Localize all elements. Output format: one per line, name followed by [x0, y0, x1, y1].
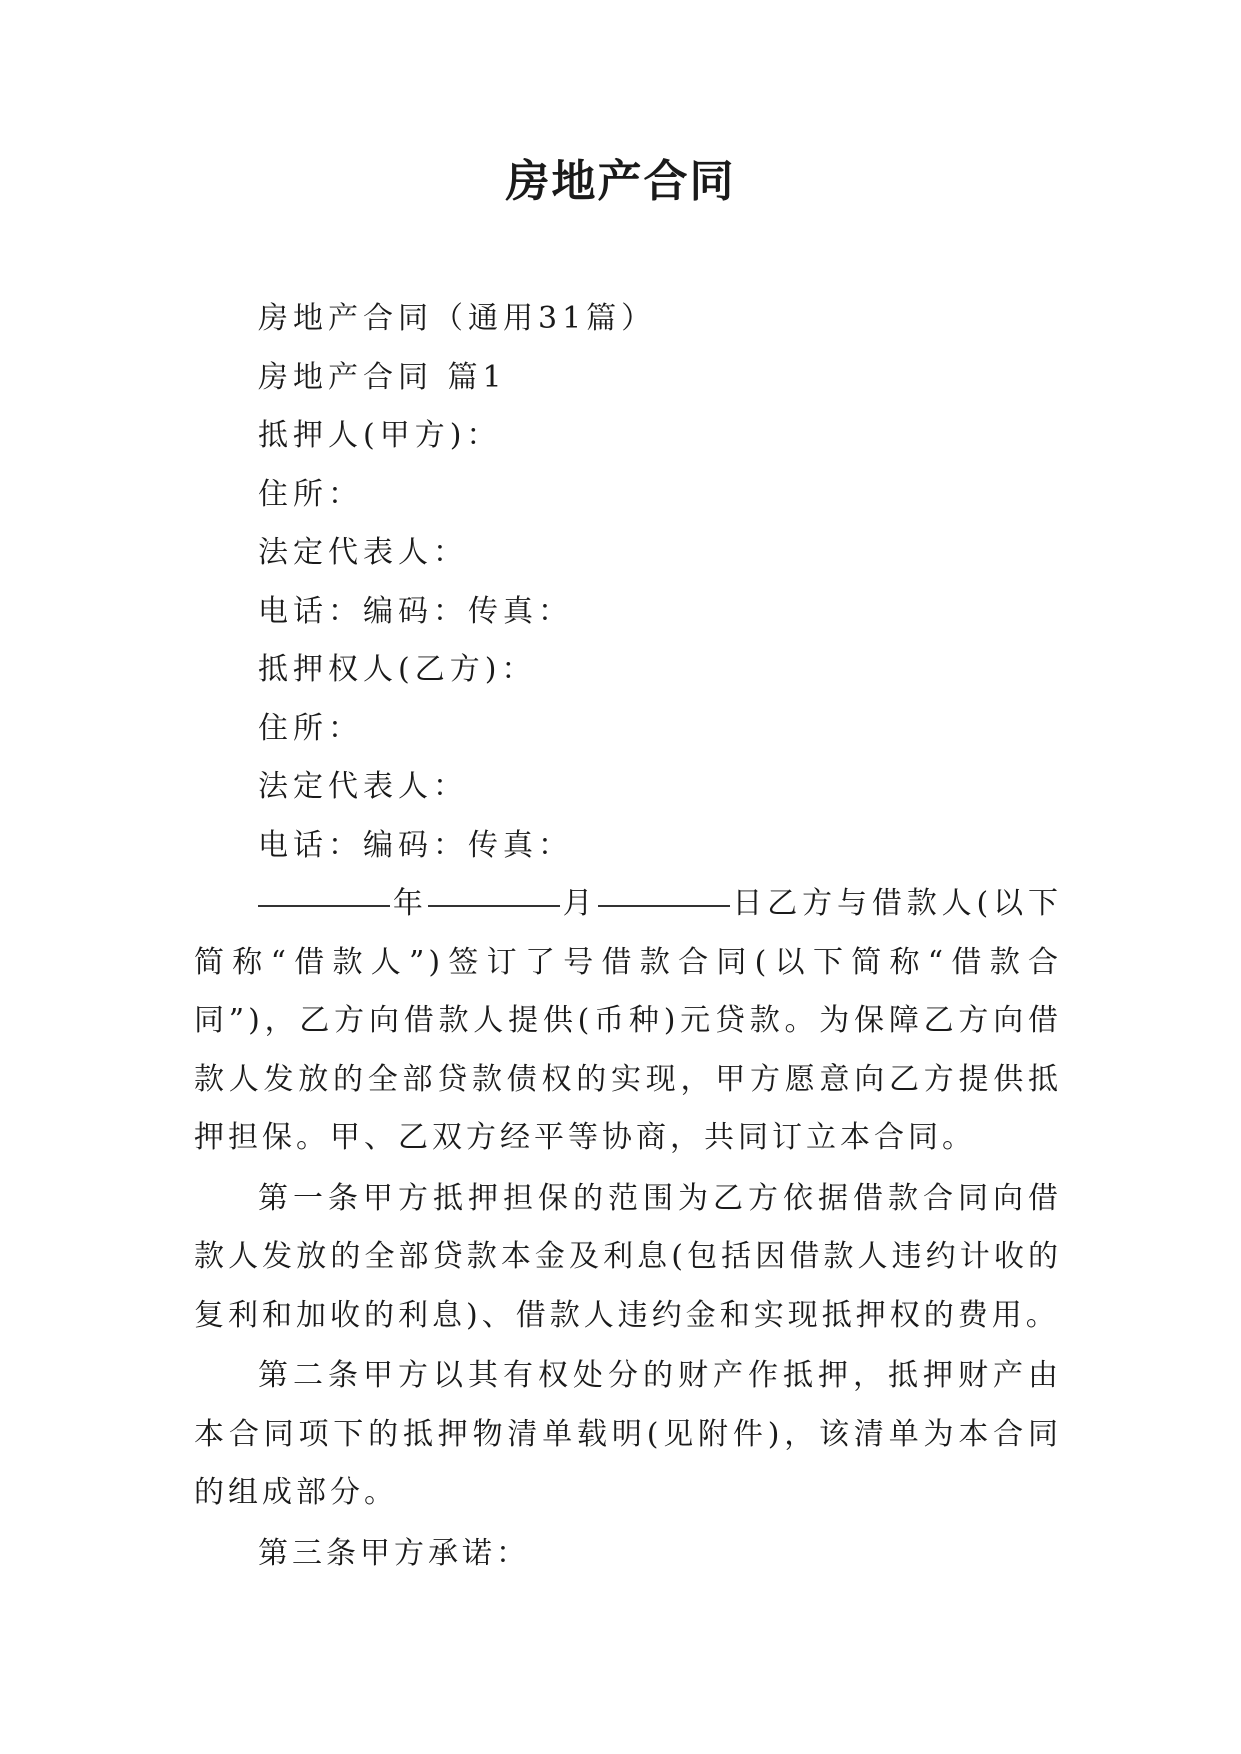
month-label: 月 [561, 886, 598, 921]
day-blank [598, 904, 730, 907]
mortgagee-address-label: 住所： [258, 710, 363, 746]
mortgagee-representative-label: 法定代表人： [258, 769, 468, 804]
mortgagor-contact-label: 电话：编码：传真： [258, 593, 573, 629]
article-3-paragraph: 第三条甲方承诺： [258, 1535, 530, 1571]
day-label: 日 [731, 886, 768, 921]
section-heading: 房地产合同 篇1 [258, 359, 507, 395]
mortgagor-label: 抵押人(甲方)： [258, 418, 502, 453]
mortgagor-address-label: 住所： [258, 476, 363, 512]
preamble-paragraph [194, 875, 1062, 1168]
article-2-paragraph: 第二条甲方以其有权处分的财产作抵押，抵押财产由本合同项下的抵押物清单载明(见附件)，该清单为本合同的组成部分。 [194, 1358, 1062, 1510]
mortgagee-label: 抵押权人(乙方)： [258, 652, 537, 687]
document-title: 房地产合同 [505, 156, 736, 207]
subtitle-line: 房地产合同（通用31篇） [258, 301, 657, 336]
article-1-paragraph: 第一条甲方抵押担保的范围为乙方依据借款合同向借款人发放的全部贷款本金及利息(包括因借款人违约计收的复利和加收的利息)、借款人违约金和实现抵押权的费用。 [194, 1180, 1062, 1333]
mortgagee-contact-label: 电话：编码：传真： [258, 827, 573, 863]
preamble-text: 乙方与借款人(以下简称“借款人”)签订了号借款合同(以下简称“借款合同”)，乙方向借款人提供(币种)元贷款。为保障乙方向借款人发放的全部贷款债权的实现，甲方愿意向乙方提供抵押担保。甲、乙双方经平等协商，共同订立本合同。 [194, 886, 1063, 1155]
mortgagor-representative-label: 法定代表人： [258, 535, 468, 570]
document-body [194, 290, 1062, 1583]
month-blank [428, 904, 560, 907]
year-blank [258, 904, 390, 907]
year-label: 年 [392, 886, 428, 921]
